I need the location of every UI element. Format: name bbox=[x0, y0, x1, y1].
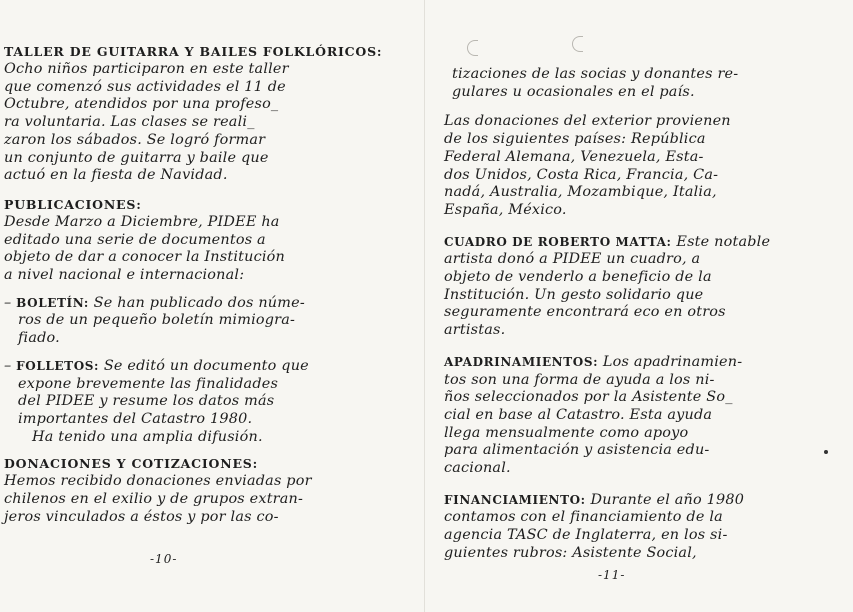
text-line: dos Unidos, Costa Rica, Francia, Ca- bbox=[444, 166, 719, 183]
folletos-label: FOLLETOS: bbox=[16, 358, 100, 373]
text-line: Se han publicado dos núme- bbox=[93, 294, 305, 311]
taller-heading: TALLER DE GUITARRA Y BAILES FOLKLÓRICOS: bbox=[4, 44, 383, 59]
cuadro-heading: CUADRO DE ROBERTO MATTA: bbox=[444, 234, 672, 249]
text-line: Federal Alemana, Venezuela, Esta- bbox=[444, 148, 704, 165]
text-line: Durante el año 1980 bbox=[590, 491, 745, 508]
left-page bbox=[0, 0, 420, 612]
text-line: chilenos en el exilio y de grupos extran- bbox=[4, 491, 304, 508]
text-line: Los apadrinamien- bbox=[602, 353, 743, 370]
text-line: importantes del Catastro 1980. bbox=[18, 410, 253, 427]
text-line: ños seleccionados por la Asistente So_ bbox=[444, 389, 733, 406]
bullet-dash: – bbox=[4, 294, 17, 311]
financiamiento-heading: FINANCIAMIENTO: bbox=[444, 492, 586, 507]
bullet-dash: – bbox=[4, 357, 17, 374]
text-line: objeto de venderlo a beneficio de la bbox=[444, 269, 712, 286]
publicaciones-section bbox=[4, 197, 410, 446]
text-line: agencia TASC de Inglaterra, en los si- bbox=[444, 527, 728, 544]
text-line: ros de un pequeño boletín mimiogra- bbox=[18, 312, 296, 329]
text-line: guientes rubros: Asistente Social, bbox=[444, 544, 697, 561]
text-line: gulares u ocasionales en el país. bbox=[452, 83, 695, 100]
text-line: tizaciones de las socias y donantes re- bbox=[452, 66, 739, 82]
donaciones-section bbox=[4, 456, 410, 526]
exterior-text bbox=[444, 113, 835, 219]
text-line: un conjunto de guitarra y baile que bbox=[4, 149, 269, 166]
apadrinamientos-heading: APADRINAMIENTOS: bbox=[444, 354, 599, 369]
text-line: para alimentación y asistencia edu- bbox=[444, 442, 710, 459]
text-line: actuó en la fiesta de Navidad. bbox=[4, 167, 228, 184]
text-line: Las donaciones del exterior provienen bbox=[444, 113, 731, 130]
financiamiento-section bbox=[444, 492, 835, 563]
folletos-item bbox=[4, 358, 410, 447]
text-line: llega mensualmente como apoyo bbox=[444, 424, 689, 441]
text-line: Octubre, atendidos por una profeso_ bbox=[4, 96, 279, 113]
text-line: Se editó un documento que bbox=[103, 357, 309, 374]
text-line: ra voluntaria. Las clases se reali_ bbox=[4, 114, 255, 131]
text-line: fiado. bbox=[18, 330, 60, 347]
text-line: objeto de dar a conocer la Institución bbox=[4, 249, 285, 266]
text-line: de los siguientes países: República bbox=[444, 131, 706, 148]
text-line: Ha tenido una amplia difusión. bbox=[32, 428, 263, 445]
text-line: cacional. bbox=[444, 460, 511, 477]
text-line: artistas. bbox=[444, 322, 506, 339]
text-line: tos son una forma de ayuda a los ni- bbox=[444, 371, 715, 388]
text-line: expone brevemente las finalidades bbox=[18, 375, 279, 392]
text-line: Desde Marzo a Diciembre, PIDEE ha bbox=[4, 213, 280, 230]
text-line: Institución. Un gesto solidario que bbox=[444, 286, 704, 303]
text-line: Este notable bbox=[676, 233, 771, 250]
donaciones-text bbox=[4, 473, 410, 526]
boletin-item bbox=[4, 295, 410, 348]
text-line: del PIDEE y resume los datos más bbox=[18, 393, 275, 410]
cuadro-section bbox=[444, 234, 835, 340]
boletin-label: BOLETÍN: bbox=[16, 295, 89, 310]
continuacion-text bbox=[444, 66, 835, 101]
text-line: España, México. bbox=[444, 201, 567, 218]
page-fold bbox=[424, 0, 425, 612]
text-line: contamos con el financiamiento de la bbox=[444, 509, 723, 526]
text-line: a nivel nacional e internacional: bbox=[4, 267, 245, 284]
publicaciones-text bbox=[4, 214, 410, 285]
right-page bbox=[438, 0, 843, 612]
text-line: cial en base al Catastro. Esta ayuda bbox=[444, 406, 713, 423]
taller-text bbox=[4, 61, 410, 185]
text-line: zaron los sábados. Se logró formar bbox=[4, 131, 266, 148]
apadrinamientos-section bbox=[444, 354, 835, 478]
text-line: Ocho niños participaron en este taller bbox=[4, 61, 289, 77]
text-line: editado una serie de documentos a bbox=[4, 231, 266, 248]
text-line: artista donó a PIDEE un cuadro, a bbox=[444, 251, 701, 268]
text-line: jeros vinculados a éstos y por las co- bbox=[4, 508, 279, 525]
taller-section bbox=[4, 44, 410, 185]
text-line: seguramente encontrará eco en otros bbox=[444, 304, 726, 321]
page-number-left: -10- bbox=[150, 552, 178, 566]
publicaciones-heading: PUBLICACIONES: bbox=[4, 196, 142, 212]
donaciones-heading: DONACIONES Y COTIZACIONES: bbox=[4, 456, 259, 472]
text-line: Hemos recibido donaciones enviadas por bbox=[4, 473, 312, 490]
page-number-right: -11- bbox=[598, 568, 626, 582]
text-line: nadá, Australia, Mozambique, Italia, bbox=[444, 184, 717, 201]
text-line: que comenzó sus actividades el 11 de bbox=[4, 78, 286, 95]
